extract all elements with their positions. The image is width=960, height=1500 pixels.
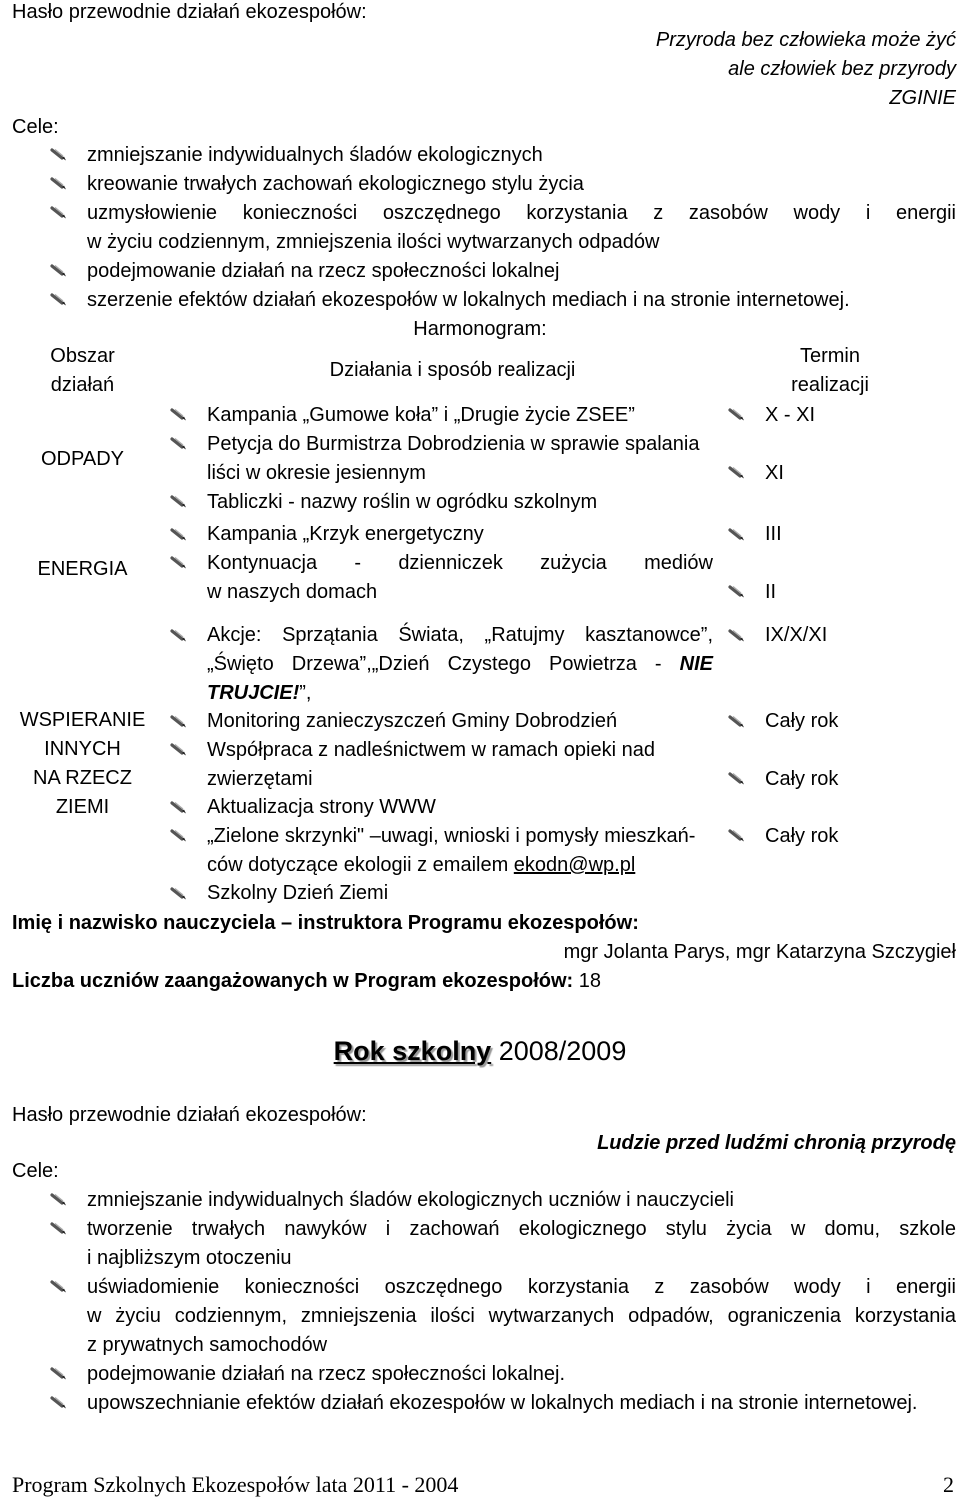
action-item-continuation: ców dotyczące ekologii z emailem ekodn@wp.pl: [207, 854, 636, 876]
term-item: IX/X/XI: [765, 624, 828, 646]
header-term-line1: Termin: [799, 345, 860, 367]
header-area-line1: Obszar: [50, 345, 115, 367]
goal-item: uświadomienie konieczności oszczędnego korzystania z zasobów wody i energii: [87, 1276, 956, 1298]
action-item: Kontynuacja - dzienniczek zużycia mediów: [207, 552, 713, 574]
header-actions: Działania i sposób realizacji: [329, 359, 576, 381]
goal-item-continuation: w życiu codziennym, zmniejszenia ilości wytwarzanych odpadów: [87, 231, 660, 253]
pencil-bullet-icon: [170, 556, 192, 570]
area-wspieranie-line3: NA RZECZ: [33, 767, 132, 789]
pencil-bullet-icon: [50, 1280, 72, 1294]
pencil-bullet-icon: [728, 408, 750, 422]
area-wspieranie-line2: INNYCH: [44, 738, 121, 760]
instructor-names: mgr Jolanta Parys, mgr Katarzyna Szczygieł: [563, 941, 956, 963]
motto-label-2: Hasło przewodnie działań ekozespołów:: [12, 1104, 367, 1126]
pencil-bullet-icon: [50, 148, 72, 162]
goal-item: uzmysłowienie konieczności oszczędnego korzystania z zasobów wody i energii: [87, 202, 956, 224]
term-item: III: [765, 523, 782, 545]
motto-line-2: ale człowiek bez przyrody: [728, 58, 956, 80]
page-number: 2: [943, 1472, 954, 1497]
pencil-bullet-icon: [50, 1193, 72, 1207]
action-item: Kampania „Gumowe koła” i „Drugie życie ZSEE”: [207, 404, 635, 426]
action-item: Kampania „Krzyk energetyczny: [207, 523, 484, 545]
pencil-bullet-icon: [50, 206, 72, 220]
pencil-bullet-icon: [170, 829, 192, 843]
motto-line-3: ZGINIE: [889, 87, 956, 109]
goal-item: tworzenie trwałych nawyków i zachowań ekologicznego stylu życia w domu, szkole: [87, 1218, 956, 1240]
footer-title: Program Szkolnych Ekozespołów lata 2011 - 2004: [12, 1472, 459, 1497]
pencil-bullet-icon: [728, 772, 750, 786]
pencil-bullet-icon: [170, 743, 192, 757]
motto-2: Ludzie przed ludźmi chronią przyrodę: [597, 1132, 956, 1154]
area-wspieranie-line4: ZIEMI: [55, 796, 110, 818]
action-item: Monitoring zanieczyszczeń Gminy Dobrodzień: [207, 710, 618, 732]
action-item: Współpraca z nadleśnictwem w ramach opieki nad: [207, 739, 655, 761]
action-item-continuation: TRUJCIE!”,: [207, 682, 312, 704]
pencil-bullet-icon: [728, 466, 750, 480]
area-odpady: ODPADY: [41, 448, 124, 470]
action-item: „Zielone skrzynki" –uwagi, wnioski i pomysły mieszkań-: [207, 825, 696, 847]
goal-item: podejmowanie działań na rzecz społeczności lokalnej.: [87, 1363, 566, 1385]
pencil-bullet-icon: [50, 1367, 72, 1381]
pencil-bullet-icon: [728, 528, 750, 542]
students-line: Liczba uczniów zaangażowanych w Program ekozespołów: 18: [12, 970, 602, 992]
goal-item: kreowanie trwałych zachowań ekologicznego stylu życia: [87, 173, 584, 195]
email-link[interactable]: ekodn@wp.pl: [513, 854, 636, 876]
goal-item: zmniejszanie indywidualnych śladów ekologicznych: [87, 144, 543, 166]
motto-line-1: Przyroda bez człowieka może żyć: [655, 29, 956, 51]
pencil-bullet-icon: [170, 495, 192, 509]
pencil-bullet-icon: [728, 629, 750, 643]
pencil-bullet-icon: [170, 437, 192, 451]
action-item-continuation: liści w okresie jesiennym: [207, 462, 426, 484]
goal-item: zmniejszanie indywidualnych śladów ekologicznych uczniów i nauczycieli: [87, 1189, 734, 1211]
area-energia: ENERGIA: [37, 558, 128, 580]
pencil-bullet-icon: [170, 528, 192, 542]
pencil-bullet-icon: [170, 801, 192, 815]
goals-label: Cele:: [12, 116, 59, 138]
area-wspieranie-line1: WSPIERANIE: [19, 709, 146, 731]
pencil-bullet-icon: [728, 715, 750, 729]
pencil-bullet-icon: [50, 1222, 72, 1236]
pencil-bullet-icon: [170, 887, 192, 901]
term-item: Cały rok: [765, 710, 839, 732]
term-item: X - XI: [765, 404, 816, 426]
term-item: Cały rok: [765, 825, 839, 847]
instructor-label: Imię i nazwisko nauczyciela – instruktora Programu ekozespołów:: [12, 912, 639, 934]
pencil-bullet-icon: [50, 1396, 72, 1410]
term-item: Cały rok: [765, 768, 839, 790]
header-term-line2: realizacji: [791, 374, 869, 396]
term-item: XI: [765, 462, 784, 484]
header-area-line2: działań: [50, 374, 115, 396]
action-item: Petycja do Burmistrza Dobrodzienia w sprawie spalania: [207, 433, 700, 455]
motto-label: Hasło przewodnie działań ekozespołów:: [12, 1, 367, 23]
action-item: Aktualizacja strony WWW: [207, 796, 436, 818]
pencil-bullet-icon: [170, 408, 192, 422]
pencil-bullet-icon: [50, 293, 72, 307]
goal-item-continuation: w życiu codziennym, zmniejszenia ilości wytwarzanych odpadów, ograniczenia korzystania: [87, 1305, 956, 1327]
action-item: Szkolny Dzień Ziemi: [207, 882, 389, 904]
goals-label-2: Cele:: [12, 1160, 59, 1182]
pencil-bullet-icon: [50, 264, 72, 278]
action-item: Tabliczki - nazwy roślin w ogródku szkolnym: [207, 491, 598, 513]
pencil-bullet-icon: [170, 629, 192, 643]
action-item-continuation: w naszych domach: [207, 581, 378, 603]
goal-item: upowszechnianie efektów działań ekozespołów w lokalnych mediach i na stronie internetowej.: [87, 1392, 918, 1414]
pencil-bullet-icon: [728, 829, 750, 843]
goal-item-continuation: i najbliższym otoczeniu: [87, 1247, 292, 1269]
pencil-bullet-icon: [728, 585, 750, 599]
schedule-title: Harmonogram:: [413, 318, 547, 340]
action-item-continuation: zwierzętami: [207, 768, 313, 790]
term-item: II: [765, 581, 777, 603]
goal-item: szerzenie efektów działań ekozespołów w lokalnych mediach i na stronie internetowej.: [87, 289, 850, 311]
pencil-bullet-icon: [50, 177, 72, 191]
school-year-heading: Rok szkolny 2008/2009: [333, 1036, 627, 1066]
action-item-continuation: „Święto Drzewa”,„Dzień Czystego Powietrza - NIE: [207, 653, 713, 675]
goal-item-continuation: z prywatnych samochodów: [87, 1334, 328, 1356]
action-item: Akcje: Sprzątania Świata, „Ratujmy kasztanowce”,: [207, 624, 713, 646]
pencil-bullet-icon: [170, 715, 192, 729]
goal-item: podejmowanie działań na rzecz społeczności lokalnej: [87, 260, 560, 282]
